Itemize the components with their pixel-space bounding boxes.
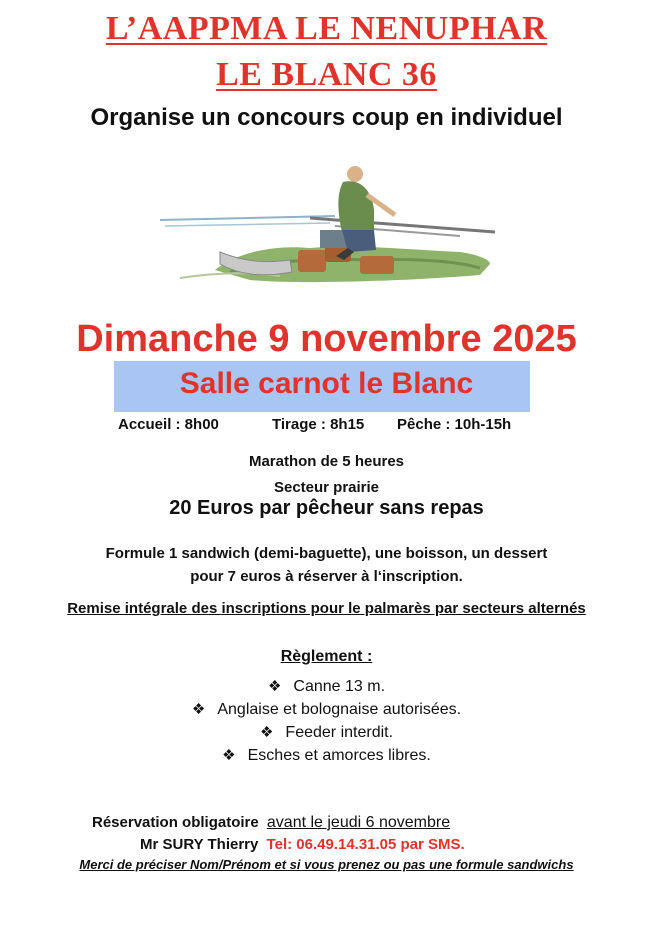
note-text: Merci de préciser Nom/Prénom et si vous prenez ou pas une formule sandwichs (79, 857, 574, 872)
rule-item-text: Feeder interdit. (285, 724, 394, 741)
rule-item-text: Esches et amorces libres. (247, 747, 431, 764)
reglement-title: Règlement : (280, 648, 373, 665)
rule-item (0, 677, 653, 696)
diamond-bullet-icon: ❖ (259, 724, 274, 741)
formule-line1: Formule 1 sandwich (demi-baguette), une boisson, un dessert (105, 545, 548, 562)
diamond-bullet-icon: ❖ (222, 747, 236, 764)
schedule-tirage: Tirage : 8h15 (272, 416, 365, 433)
header-subtitle: Organise un concours coup en individuel (90, 104, 563, 131)
header-title-line2: LE BLANC 36 (216, 56, 437, 93)
remise-text: Remise intégrale des inscriptions pour le palmarès par secteurs alternés (67, 600, 586, 617)
rule-item (0, 723, 653, 742)
secteur-text: Secteur prairie (273, 479, 380, 496)
fisherman-illustration (160, 160, 500, 310)
diamond-bullet-icon: ❖ (191, 701, 206, 718)
contact-row (140, 836, 465, 853)
rule-item (0, 700, 653, 719)
reservation-row (92, 814, 450, 832)
formule-line2: pour 7 euros à réserver à l‘inscription. (190, 568, 463, 585)
schedule-peche: Pêche : 10h-15h (397, 416, 512, 433)
contact-name: Mr SURY Thierry (140, 836, 259, 853)
event-date: Dimanche 9 novembre 2025 (76, 318, 577, 360)
prix-text: 20 Euros par pêcheur sans repas (169, 497, 484, 519)
rule-item-text: Anglaise et bolognaise autorisées. (217, 701, 462, 718)
rule-item (0, 746, 653, 765)
reservation-label: Réservation obligatoire (92, 814, 259, 831)
event-venue: Salle carnot le Blanc (179, 367, 474, 400)
diamond-bullet-icon: ❖ (267, 678, 282, 695)
reservation-deadline: avant le jeudi 6 novembre (266, 814, 451, 831)
schedule-accueil: Accueil : 8h00 (118, 416, 219, 433)
rule-item-text: Canne 13 m. (293, 678, 386, 695)
header-title-line1: L’AAPPMA LE NENUPHAR (105, 10, 548, 47)
contact-phone: Tel: 06.49.14.31.05 par SMS. (266, 836, 465, 853)
marathon-text: Marathon de 5 heures (248, 453, 405, 470)
